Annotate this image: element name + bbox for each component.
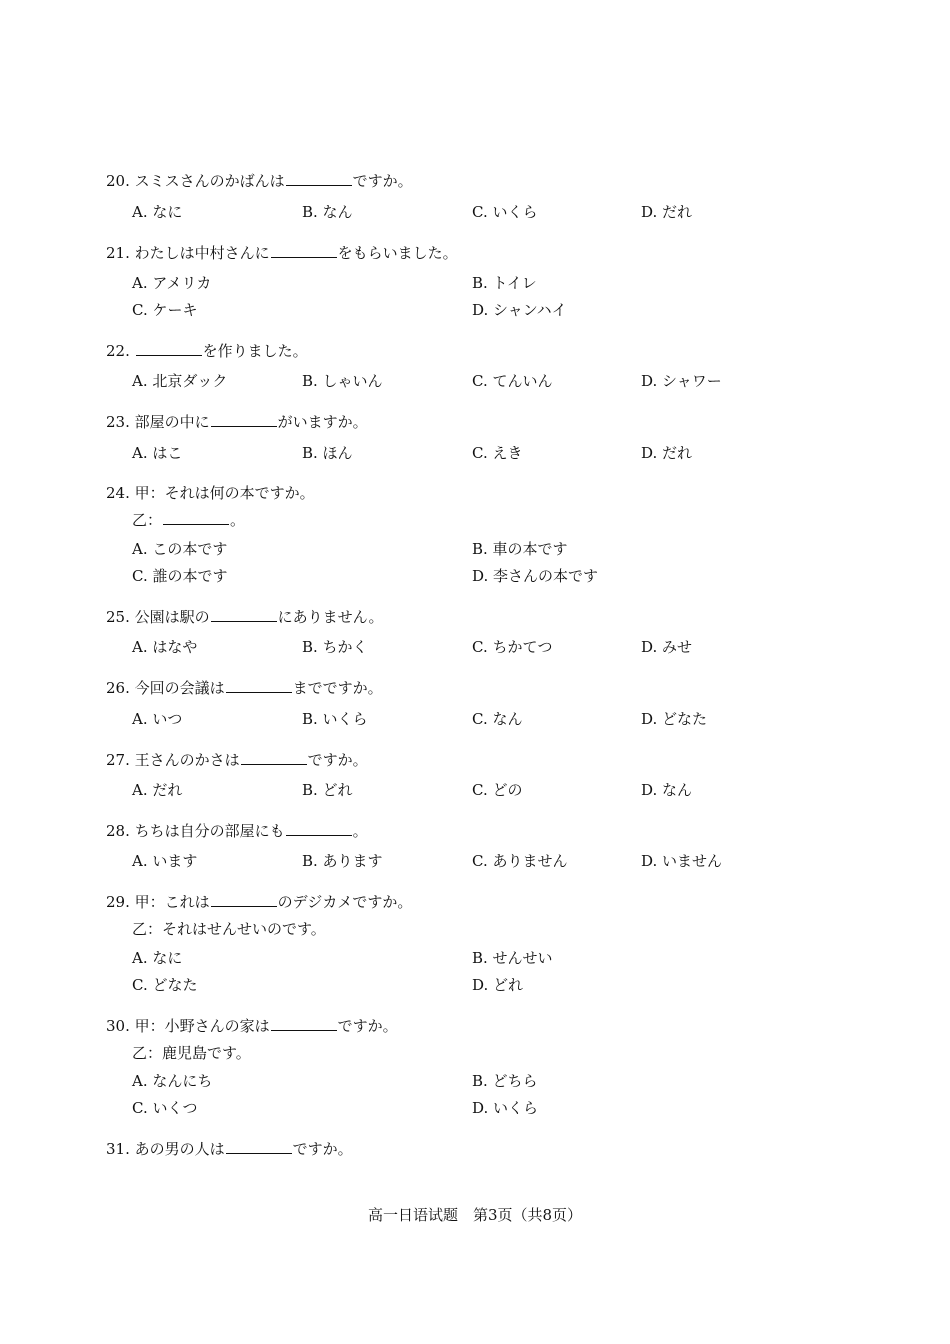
page-footer: 高一日语试题 第3页（共8页） [367,1206,583,1224]
dialogue-line: 乙：鹿児島です。 [132,1044,251,1062]
option-a: A. だれ [132,781,183,799]
answer-blank [226,678,292,693]
question-28 [106,821,368,841]
option-b: B. トイレ [472,274,537,292]
answer-blank [163,510,229,525]
option-d: D. いません [641,852,723,870]
option-d: D. シャンハイ [472,301,567,319]
answer-blank [286,171,352,186]
question-text: 20. スミスさんのかばんは [106,172,285,190]
option-b: B. ほん [302,444,353,462]
question-text: 。 [352,822,368,840]
speaker-label: 乙： [132,511,163,529]
answer-blank [136,341,202,356]
option-b: B. なん [302,203,353,221]
option-a: A. この本です [132,540,228,558]
option-c: C. てんいん [472,372,553,390]
option-c: C. ちかてつ [472,638,553,656]
question-text: ですか。 [352,172,413,190]
option-c: C. ありません [472,852,568,870]
option-d: D. いくら [472,1099,539,1117]
option-b: B. しゃいん [302,372,383,390]
question-text: 22. [106,342,135,360]
question-27 [106,750,368,770]
option-a: A. なに [132,203,183,221]
option-a: A. いつ [132,710,183,728]
question-text: 31. あの男の人は [106,1140,225,1158]
question-text: までですか。 [292,679,383,697]
question-text: のデジカメですか。 [277,893,413,911]
option-d: D. どれ [472,976,524,994]
option-b: B. 車の本です [472,540,568,558]
question-24: 24. 甲：それは何の本ですか。 [106,484,315,502]
question-text: ですか。 [337,1017,398,1035]
question-30 [106,1016,398,1036]
question-text: がいますか。 [277,413,368,431]
option-c: C. ケーキ [132,301,198,319]
question-29 [106,892,412,912]
question-text: 30. 甲：小野さんの家は [106,1017,270,1035]
answer-blank [211,607,277,622]
option-d: D. なん [641,781,693,799]
option-c: C. なん [472,710,523,728]
dialogue-line [132,510,245,530]
option-a: A. 北京ダック [132,372,228,390]
answer-blank [211,892,277,907]
option-b: B. せんせい [472,949,553,967]
option-d: D. 李さんの本です [472,567,599,585]
question-text: 。 [230,511,246,529]
option-a: A. なに [132,949,183,967]
question-text: 26. 今回の会議は [106,679,225,697]
option-b: B. ちかく [302,638,368,656]
question-31 [106,1139,353,1159]
answer-blank [286,821,352,836]
question-text: 25. 公園は駅の [106,608,210,626]
question-text: ですか。 [292,1140,353,1158]
option-a: A. います [132,852,198,870]
option-d: D. どなた [641,710,708,728]
question-text: にありません。 [277,608,384,626]
question-25 [106,607,384,627]
option-b: B. どれ [302,781,353,799]
option-b: B. どちら [472,1072,538,1090]
option-d: D. シャワー [641,372,722,390]
question-26 [106,678,383,698]
option-c: C. どの [472,781,523,799]
option-c: C. 誰の本です [132,567,228,585]
answer-blank [241,750,307,765]
option-b: B. いくら [302,710,368,728]
question-text: をもらいました。 [337,244,458,262]
option-c: C. いくつ [132,1099,198,1117]
option-c: C. えき [472,444,523,462]
answer-blank [271,1016,337,1031]
answer-blank [271,243,337,258]
question-text: 23. 部屋の中に [106,413,210,431]
option-d: D. みせ [641,638,693,656]
question-text: を作りました。 [202,342,308,360]
option-a: A. アメリカ [132,274,212,292]
question-text: 27. 王さんのかさは [106,751,240,769]
answer-blank [211,412,277,427]
option-b: B. あります [302,852,383,870]
option-d: D. だれ [641,203,693,221]
option-a: A. なんにち [132,1072,213,1090]
option-d: D. だれ [641,444,693,462]
question-text: 28. ちちは自分の部屋にも [106,822,285,840]
option-c: C. いくら [472,203,538,221]
question-21 [106,243,458,263]
answer-blank [226,1139,292,1154]
dialogue-line: 乙：それはせんせいのです。 [132,920,326,938]
option-c: C. どなた [132,976,198,994]
option-a: A. はこ [132,444,183,462]
question-20 [106,171,413,191]
question-text: ですか。 [307,751,368,769]
question-23 [106,412,368,432]
question-text: 29. 甲：これは [106,893,210,911]
option-a: A. はなや [132,638,198,656]
question-22 [106,341,308,361]
question-text: 21. わたしは中村さんに [106,244,270,262]
